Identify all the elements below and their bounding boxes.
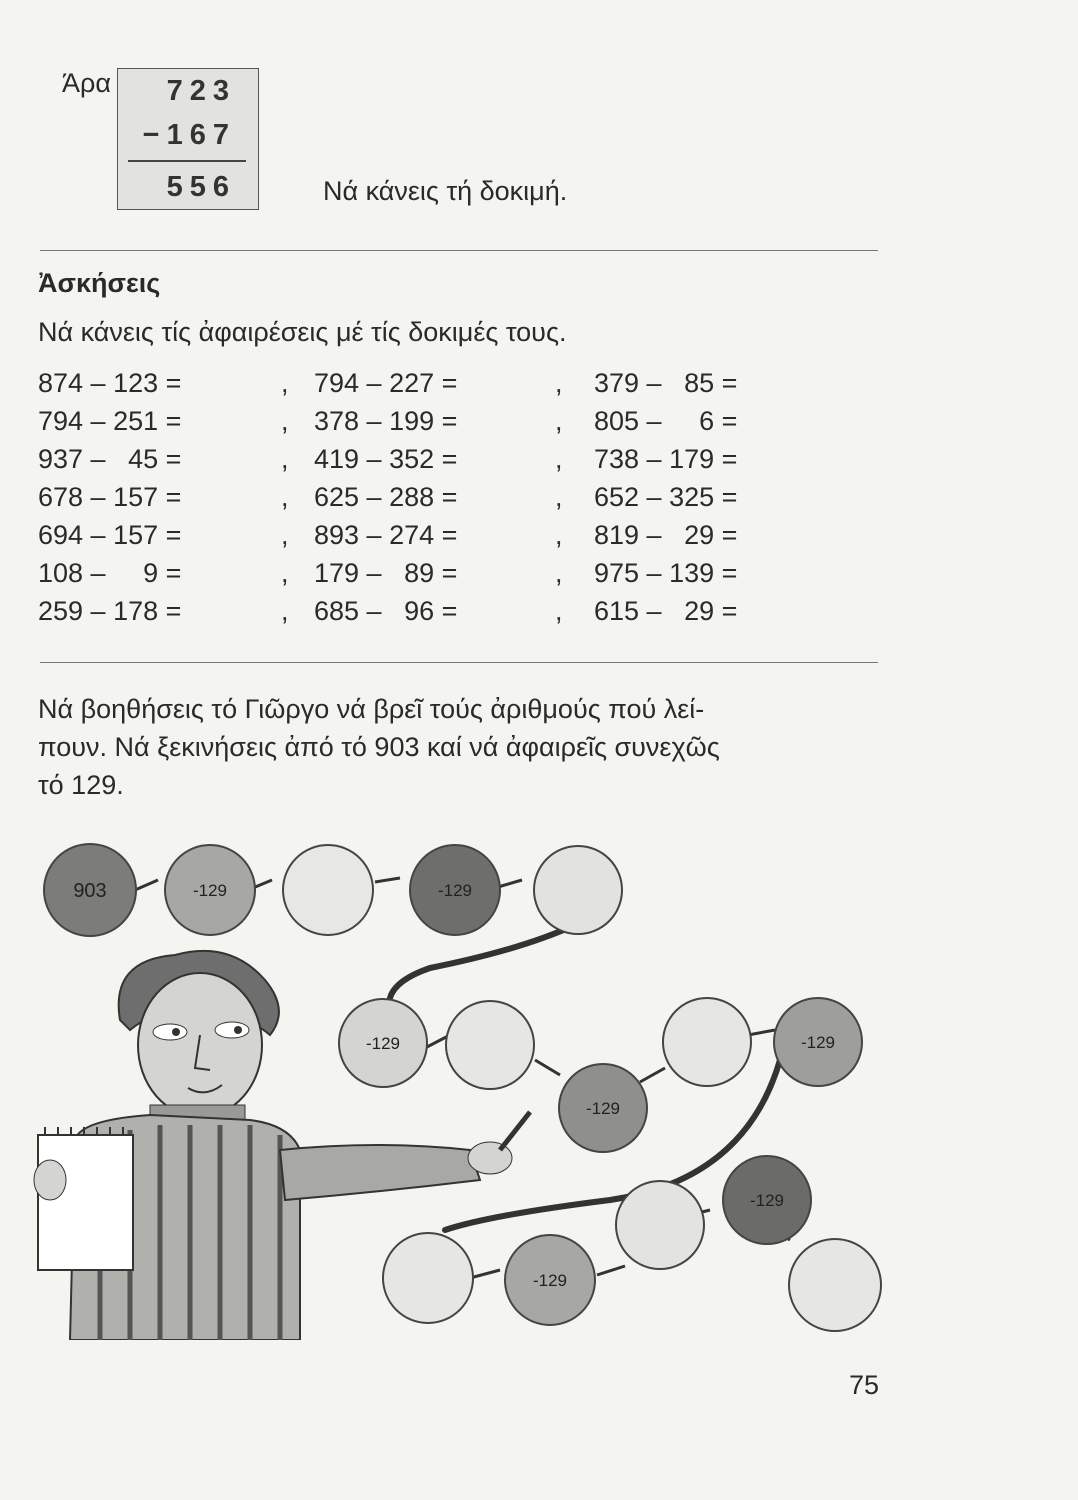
exercise-item: 694 – 157 =	[38, 520, 182, 550]
separator-comma: ,	[281, 444, 289, 474]
separator-comma: ,	[555, 558, 563, 588]
blank-bubble[interactable]	[534, 846, 622, 934]
exercises-instruction: Νά κάνεις τίς ἀφαιρέσεις μέ τίς δοκιμές τους.	[38, 317, 567, 347]
exercise-item: 615 – 29 =	[594, 596, 738, 626]
exercise-item: 805 – 6 =	[594, 406, 738, 436]
separator-comma: ,	[555, 520, 563, 550]
exercise-item: 652 – 325 =	[594, 482, 738, 512]
exercise-item: 179 – 89 =	[314, 558, 458, 588]
exercise-item: 108 – 9 =	[38, 558, 182, 588]
separator-comma: ,	[555, 444, 563, 474]
blank-bubble[interactable]	[383, 1233, 473, 1323]
blank-bubble[interactable]	[283, 845, 373, 935]
exercise-item: 419 – 352 =	[314, 444, 458, 474]
step-label: -129	[192, 881, 228, 900]
step-label: -129	[365, 1034, 401, 1053]
step-label: -129	[800, 1033, 836, 1052]
divider-top	[40, 250, 878, 251]
separator-comma: ,	[281, 482, 289, 512]
exercise-item: 678 – 157 =	[38, 482, 182, 512]
blank-bubble[interactable]	[616, 1181, 704, 1269]
puzzle-line: Νά βοηθήσεις τό Γιῶργο νά βρεῖ τούς ἀριθμούς πού λεί-	[38, 694, 705, 724]
check-instruction: Νά κάνεις τή δοκιμή.	[323, 176, 568, 206]
step-label: -129	[749, 1191, 785, 1210]
separator-comma: ,	[281, 596, 289, 626]
ara-label: Άρα	[62, 68, 111, 98]
puzzle-line: τό 129.	[38, 770, 124, 800]
separator-comma: ,	[555, 482, 563, 512]
sum-line	[128, 160, 246, 162]
separator-comma: ,	[281, 368, 289, 398]
separator-comma: ,	[281, 520, 289, 550]
puzzle-instruction	[38, 690, 888, 804]
separator-comma: ,	[555, 596, 563, 626]
page-number: 75	[849, 1370, 880, 1400]
exercise-item: 738 – 179 =	[594, 444, 738, 474]
step-label: -129	[585, 1099, 621, 1118]
step-label: -129	[437, 881, 473, 900]
exercise-item: 378 – 199 =	[314, 406, 458, 436]
exercise-item: 893 – 274 =	[314, 520, 458, 550]
exercise-item: 685 – 96 =	[314, 596, 458, 626]
difference: 556	[166, 171, 236, 203]
number-chain-figure	[0, 820, 1078, 1340]
exercise-item: 975 – 139 =	[594, 558, 738, 588]
blank-bubble[interactable]	[663, 998, 751, 1086]
step-label: -129	[532, 1271, 568, 1290]
worked-subtraction-box	[117, 68, 259, 210]
exercise-item: 259 – 178 =	[38, 596, 182, 626]
subtrahend: −167	[142, 119, 236, 151]
exercise-item: 379 – 85 =	[594, 368, 738, 398]
exercise-item: 937 – 45 =	[38, 444, 182, 474]
exercise-item: 794 – 251 =	[38, 406, 182, 436]
puzzle-line: πουν. Νά ξεκινήσεις ἀπό τό 903 καί νά ἀφαιρεῖς συνεχῶς	[38, 732, 720, 762]
exercise-item: 625 – 288 =	[314, 482, 458, 512]
blank-bubble[interactable]	[789, 1239, 881, 1331]
separator-comma: ,	[555, 368, 563, 398]
separator-comma: ,	[281, 558, 289, 588]
divider-bottom	[40, 662, 878, 663]
minuend: 723	[166, 75, 236, 107]
exercise-item: 794 – 227 =	[314, 368, 458, 398]
exercises-heading: Ἀσκήσεις	[38, 268, 161, 298]
exercise-item: 874 – 123 =	[38, 368, 182, 398]
separator-comma: ,	[555, 406, 563, 436]
exercise-item: 819 – 29 =	[594, 520, 738, 550]
separator-comma: ,	[281, 406, 289, 436]
blank-bubble[interactable]	[446, 1001, 534, 1089]
start-value-text: 903	[73, 880, 107, 902]
